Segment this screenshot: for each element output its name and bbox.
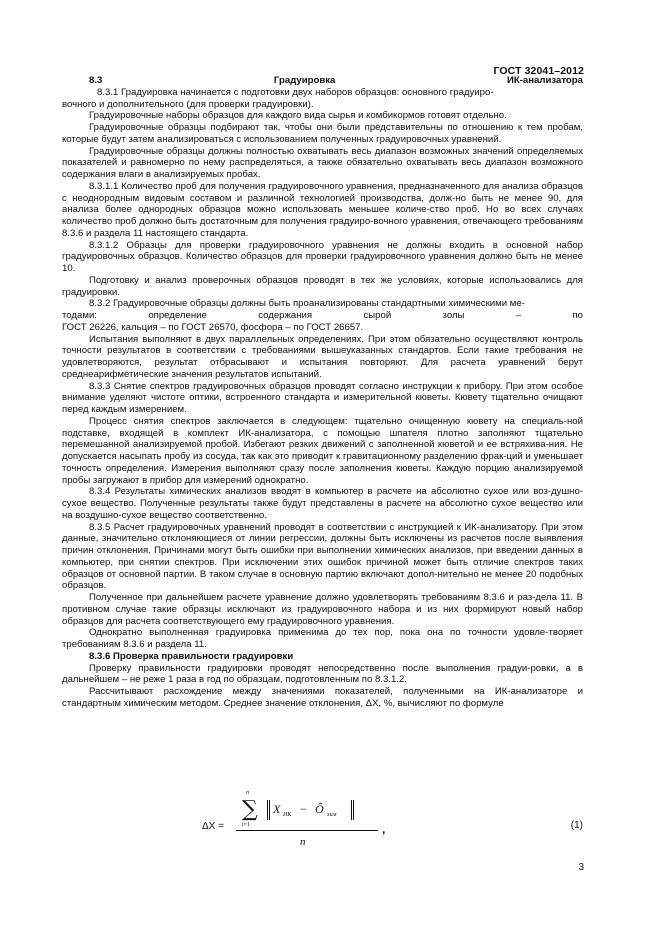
fraction-line bbox=[236, 830, 378, 831]
word: по bbox=[572, 310, 584, 321]
paragraph-8-3-2-line1: 8.3.2 Градуировочные образцы должны быть проанализированы стандартными химическими ме- bbox=[89, 298, 525, 310]
paragraph-8-3-1-start: 8.3.1 Градуировка начинается с подготовки двух наборов образцов: основного градуиро- bbox=[97, 86, 494, 98]
abs-bar-left bbox=[267, 800, 268, 820]
subsection-heading: 8.3.6 Проверка правильности градуировки bbox=[89, 650, 294, 662]
formula-denominator: n bbox=[300, 836, 306, 848]
sum-upper-limit: n bbox=[246, 790, 249, 796]
word: тодами: bbox=[62, 310, 97, 321]
paragraph: Градуировочные образцы подбирают так, чтобы они были представительны по отношению к тем пробам, которые будут затем анализироваться с использованием полученных градуировочных уравнений. bbox=[62, 122, 583, 145]
paragraph-8-3-2-line3: ГОСТ 26226, кальция – по ГОСТ 26570, фосфора – по ГОСТ 26657. bbox=[62, 321, 364, 333]
paragraph: Процесс снятия спектров заключается в следующем: тщательно очищенную кювету на специаль-ной подставке, входящей в комплект ИК-анализатора, с помощью шпателя плотно заполняют тщательно перемешанной анализируемой пробой. Избегают резких движений с заполненной кюветой и ее встряхива-ния. Не допускается насыпать пробу из сосуда, так как это приводит к гравитационному разделению фрак-ций и уменьшает точность определения. Измерения выполняют сразу после заполнения кюветы. Каждую порцию анализируемой пробы загружают в прибор для измерений однократно. bbox=[62, 415, 583, 486]
page-number: 3 bbox=[578, 862, 584, 873]
formula-1 bbox=[62, 792, 583, 852]
abs-bar-right-inner bbox=[351, 800, 352, 820]
paragraph: вочного и дополнительного (для проверки градуировки). bbox=[62, 98, 314, 110]
word: определение bbox=[148, 310, 207, 321]
formula-comma: , bbox=[382, 822, 386, 836]
paragraph: Проверку правильности градуировки проводят непосредственно после выполнения градуи-ровки, а в дальнейшем – не реже 1 раза в год по образцам, подготовленным по 8.3.1.2. bbox=[62, 662, 583, 686]
abs-bar-left-inner bbox=[269, 800, 270, 820]
var-o-subscript: хим bbox=[327, 812, 337, 818]
document-body bbox=[62, 75, 583, 710]
section-heading-text: 8.3 Градуировка ИК-анализатора bbox=[89, 75, 583, 86]
paragraph: 8.3.1.1 Количество проб для получения градуировочного уравнения, предназначенного для анализа образцов с неоднородным видовым составом и различной технологией производства, долж-но быть не менее 90, для анализа более однородных образцов можно использовать меньшее количе-ство проб. Но во всех случаях количество проб должно быть достаточным для получения градуиро-вочного уравнения, отвечающего требованиям 8.3.6 и раздела 11 настоящего стандарта. bbox=[62, 180, 583, 239]
paragraph: Рассчитывают расхождение между значениями показателей, полученными на ИК-анализаторе и стандартным химическим методом. Среднее значение отклонения, ΔX, %, вычисляют по формуле bbox=[62, 686, 583, 709]
paragraph: Градуировочные наборы образцов для каждого вида сырья и комбикормов готовят отдельно. bbox=[89, 110, 507, 122]
minus-sign: − bbox=[300, 802, 307, 816]
paragraph-8-3-2-line2 bbox=[62, 310, 583, 322]
sum-lower-limit: i=1 bbox=[242, 822, 251, 828]
paragraph: Подготовку и анализ проверочных образцов проводят в тех же условиях, которые использовались для градуировки. bbox=[62, 274, 583, 298]
formula-lhs: ΔX = bbox=[202, 821, 224, 832]
word: сырой bbox=[363, 310, 392, 321]
paragraph: Испытания выполняют в двух параллельных определениях. При этом обязательно осуществляют контроль точности результатов в соответствии с требованиями вышеуказанных стандартов. Если такие требования не удовлетворяются, результат отбрасывают и испытания повторяют. Для расчета уравнений берут среднеарифметические значения результатов испытаний. bbox=[62, 333, 583, 380]
document-code: ГОСТ 32041–2012 bbox=[493, 65, 584, 77]
var-x: X bbox=[273, 802, 281, 816]
word: – bbox=[515, 310, 522, 321]
var-x-subscript: ИК bbox=[283, 812, 292, 818]
var-o: Ô bbox=[315, 802, 324, 816]
word: содержания bbox=[258, 310, 313, 321]
sum-symbol: ∑ bbox=[242, 797, 258, 822]
formula-numerator bbox=[232, 792, 382, 832]
paragraph: 8.3.4 Результаты химических анализов вводят в компьютер в расчете на абсолютно сухое или воз-душно-сухое вещество. Полученные результаты также будут представлены в расчете на абсолютно сухое вещество или на воздушно-сухое вещество соответственно. bbox=[62, 486, 583, 521]
equation-number: (1) bbox=[570, 820, 583, 831]
abs-bar-right bbox=[353, 800, 354, 820]
paragraph: 8.3.3 Снятие спектров градуировочных образцов проводят согласно инструкции к прибору. При этом особое внимание уделяют чистоте оптики, встроенного стандарта и измерительной кюветы. Кювету тщательно очищают перед каждым измерением. bbox=[62, 380, 583, 415]
paragraph: 8.3.1.2 Образцы для проверки градуировочного уравнения не должны входить в основной набор градуировочных образцов. Количество образцов для проверки градуировочного уравнения должно быть не менее 10. bbox=[62, 239, 583, 274]
word: золы bbox=[442, 310, 465, 321]
paragraph: Градуировочные образцы должны полностью охватывать весь диапазон возможных значений определяемых показателей и равномерно по нему распределяться, а также обязательно охватывать весь диапазон возможного содержания влаги в анализируемых пробах. bbox=[62, 145, 583, 180]
paragraph: Полученное при дальнейшем расчете уравнение должно удовлетворять требованиям 8.3.6 и раз-дела 11. В противном случае такие образцы исключают из градуировочного набора и из них формируют новый набор образцов для расчета соответствующего ему градуировочного уравнения. bbox=[62, 592, 583, 627]
paragraph: Однократно выполненная градуировка применима до тех пор, пока она по точности удовле-творяет требованиям 8.3.6 и раздела 11. bbox=[62, 627, 583, 650]
section-heading bbox=[62, 75, 583, 99]
paragraph: 8.3.5 Расчет градуировочных уравнений проводят в соответствии с инструкцией к ИК-анализатору. При этом данные, значительно отклоняющиеся от линии регрессии, должны быть исключены из расчетов после выявления причин отклонения. Причинами могут быть ошибки при выполнении химических анализов, при введении данных в компьютер, при снятии спектров. При исключении этих ошибок причиной может быть отличие спектров таких образцов от основной партии. В таком случае в основную партию включают допол-нительно не менее 20 подобных образцов. bbox=[62, 521, 583, 592]
